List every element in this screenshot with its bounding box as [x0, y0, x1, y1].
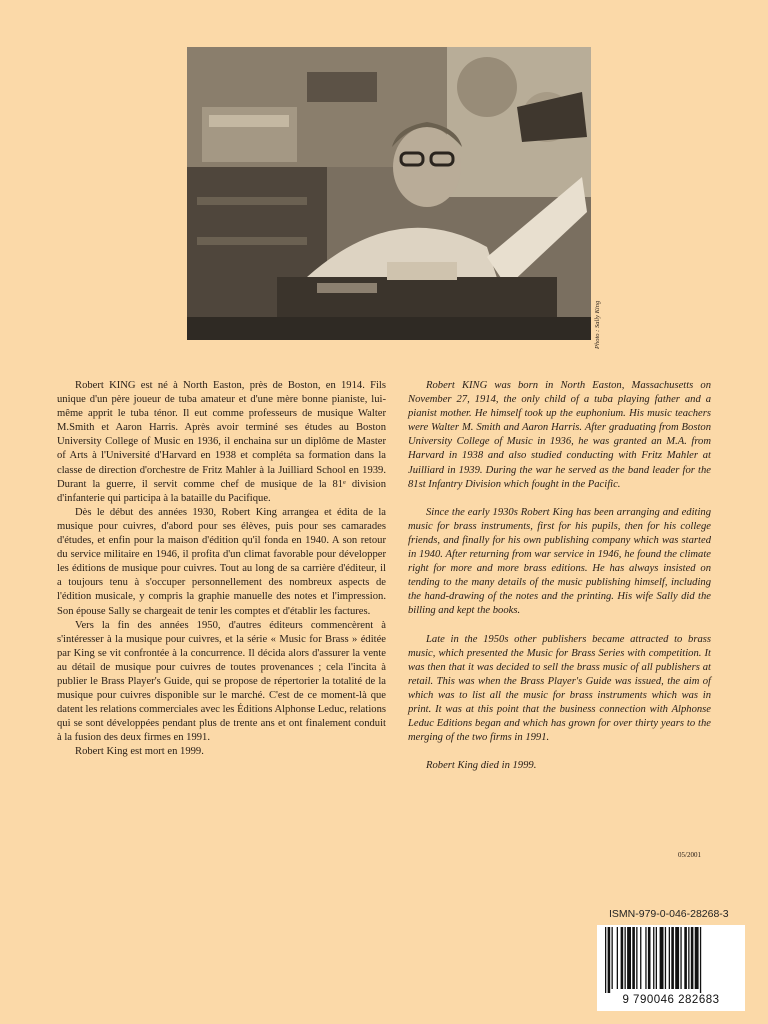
english-paragraph: Robert KING was born in North Easton, Massachusetts on November 27, 1914, the only child of a tuba playing father and a pianist mother. He himself took up the euphonium. His music teachers were Walter M. Smith and Aaron Harris. After graduating from Boston University College of Music in 1936, he was granted an M.A. from Harvard in 1938 and also studied conducting with Fritz Mahler at Juilliard in 1939. During the war he served as the band leader for the 81st Infantry Division which fought in the Pacific. — [408, 380, 711, 490]
french-paragraph: Dès le début des années 1930, Robert King arrangea et édita de la musique pour cuivres, d'abord pour ses élèves, puis pour ses camarades d'études, et enfin pour la maison d'édition qu'il fonda en 1940. A son retour du service militaire en 1946, il profita d'un climat favorable pour développer les éditions de musique pour cuivres. Tout au long de sa carrière d'éditeur, il a toujours tenu à s'occuper personnellement des nombreux aspects de l'édition musicale, y compris la graphie manuelle des notes et l'impression. Son épouse Sally se chargeait de tenir les comptes et d'établir les factures. — [57, 506, 386, 617]
barcode-digits: 9 790046 282683 — [622, 994, 720, 1006]
barcode — [597, 925, 745, 1011]
barcode-bar — [605, 927, 606, 993]
barcode-bar — [612, 927, 613, 989]
french-text-column — [57, 379, 386, 760]
ismn-label: ISMN-979-0-046-28268-3 — [609, 908, 729, 920]
french-paragraph: Vers la fin des années 1950, d'autres éditeurs commencèrent à s'intéresser à la musique pour cuivres, et la série « Music for Brass » éditée par King se vit confrontée à la concurrence. Il décida alors d'assurer la vente au détail de musique pour cuivres de toutes provenances ; cela l'incita à publier le Brass Player's Guide, qui se propose de répertorier la totalité de la musique pour cuivres disponible sur le marché. C'est de ce moment-là que datent les relations commerciales avec les Éditions Alphonse Leduc, relations qui se sont développées pendant plus de trente ans et ont finalement conduit à la fusion des deux firmes en 1991. — [57, 619, 386, 744]
barcode-bar — [621, 927, 624, 989]
barcode-bar — [669, 927, 670, 989]
barcode-bar — [640, 927, 641, 989]
barcode-bar — [632, 927, 635, 989]
barcode-bar — [627, 927, 631, 989]
english-paragraph: Robert King died in 1999. — [426, 760, 537, 772]
barcode-bar — [653, 927, 654, 989]
french-paragraph: Robert KING est né à North Easton, près de Boston, en 1914. Fils unique d'un père joueur de tuba amateur et d'une mère bonne pianiste, lui-même apprit le tuba ténor. Il eut comme professeurs de musique Walter M.Smith et Aaron Harris. Après avoir terminé ses études au Boston University College of Music en 1936, il enchaina sur un diplôme de Master of Arts à l'Université d'Harvard en 1938 et compléta sa formation dans la classe de direction d'orchestre de Fritz Mahler à la Juilliard School en 1939. Durant la guerre, il servit comme chef de musique de la 81ᵉ division d'infanterie qui participa à la bataille du Pacifique. — [57, 380, 386, 504]
barcode-bar — [675, 927, 679, 989]
barcode-bar — [660, 927, 664, 989]
french-paragraph: Robert King est mort en 1999. — [75, 746, 204, 758]
author-photo — [187, 47, 591, 340]
barcode-bar — [625, 927, 626, 989]
barcode-bar — [684, 927, 687, 989]
barcode-bars — [605, 927, 737, 993]
barcode-bar — [700, 927, 701, 993]
barcode-bar — [617, 927, 618, 989]
barcode-bar — [645, 927, 646, 989]
barcode-bar — [656, 927, 657, 989]
barcode-bar — [665, 927, 666, 989]
photo-credit: Photo : Sally King — [594, 300, 601, 349]
date-code: 05/2001 — [678, 851, 701, 859]
barcode-bar — [648, 927, 651, 989]
author-photo-image — [187, 47, 591, 340]
barcode-bar — [695, 927, 699, 989]
barcode-bar — [608, 927, 611, 993]
barcode-bar — [671, 927, 674, 989]
barcode-bar — [636, 927, 637, 989]
barcode-bar — [691, 927, 694, 989]
english-paragraph: Since the early 1930s Robert King has been arranging and editing music for brass instruments, first for his pupils, then for his college friends, and finally for his own publishing company which was started in 1940. After returning from war service in 1946, he found the climate right for more and more brass editions. He has always insisted on tending to the many details of the music publishing himself, including the hand-drawing of the notes and the printing. His wife Sally did the billing and kept the books. — [408, 506, 711, 617]
english-text-column — [408, 379, 711, 773]
barcode-bar — [680, 927, 681, 989]
barcode-bar — [688, 927, 689, 989]
english-paragraph: Late in the 1950s other publishers became attracted to brass music, which presented the Music for Brass Series with competition. It was then that it was decided to sell the brass music of all publishers at retail. This was when the Brass Player's Guide was issued, the aim of which was to list all the music for brass instruments which was in print. It was at this point that the business connection with Alphonse Leduc Editions began and which has grown for over thirty years to the merging of the two firms in 1991. — [408, 633, 711, 744]
